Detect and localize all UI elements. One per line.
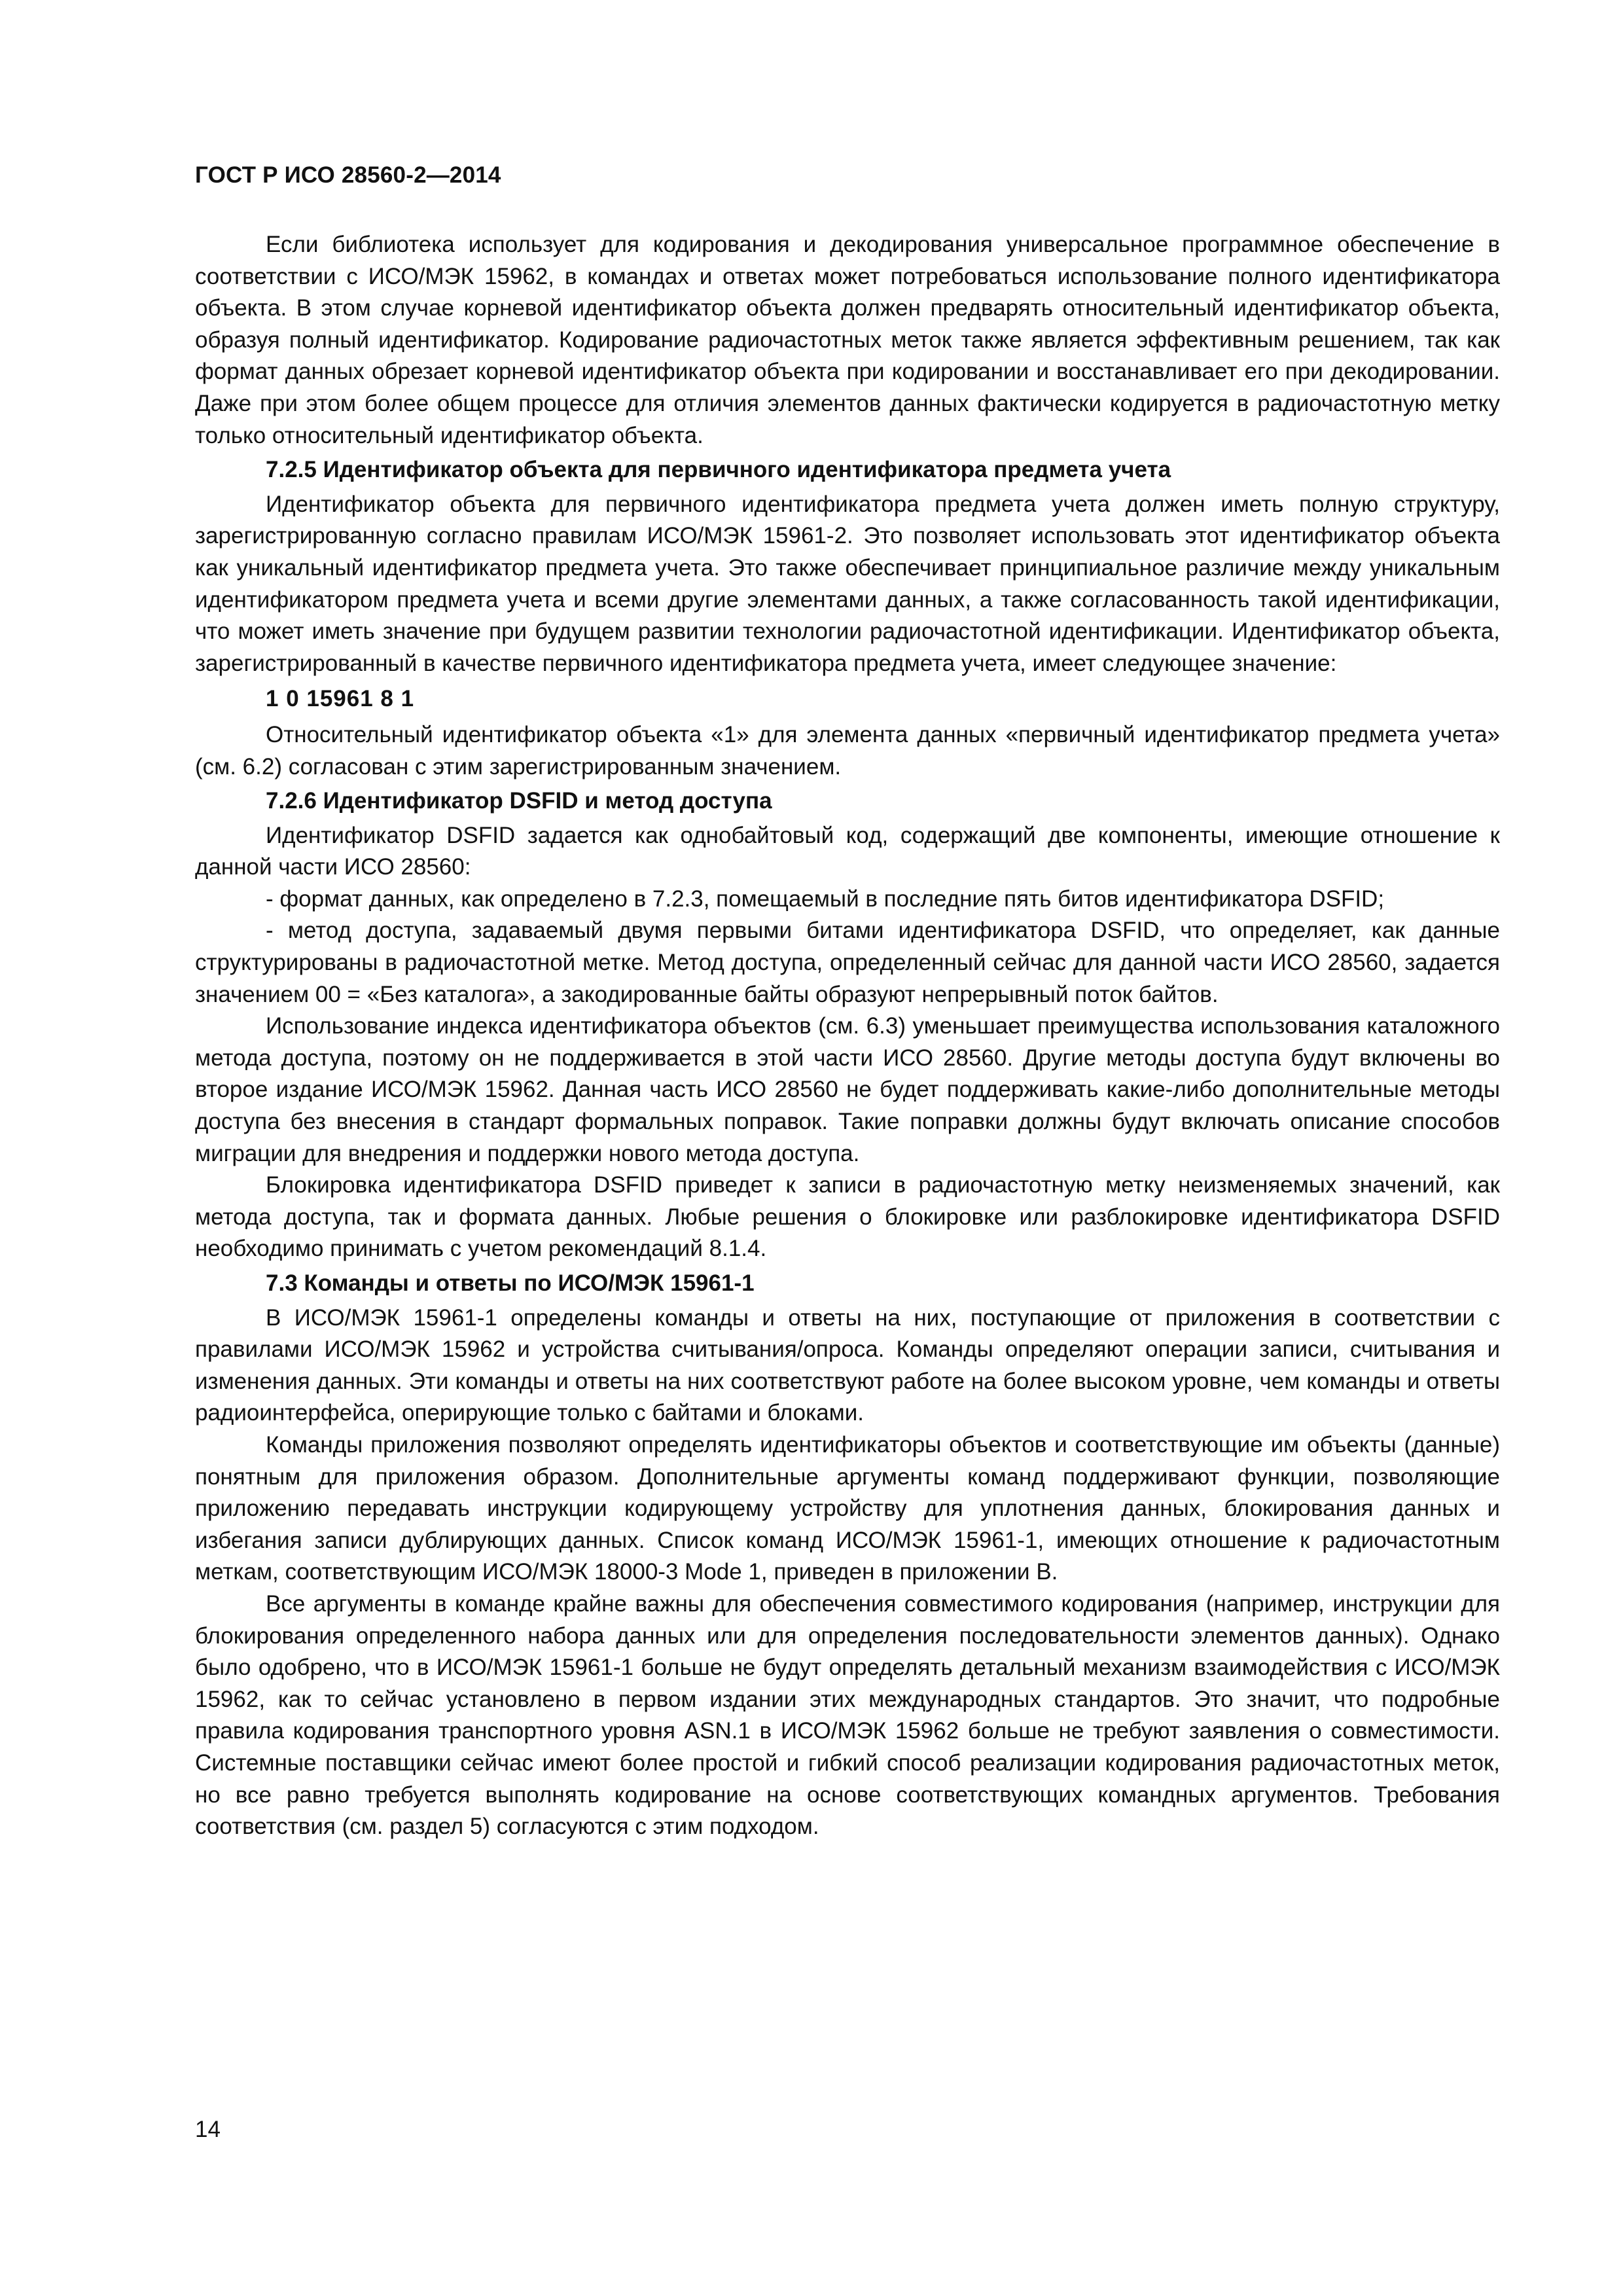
section-heading-7-3: 7.3 Команды и ответы по ИСО/МЭК 15961-1 bbox=[266, 1270, 755, 1296]
section-heading-7-2-6: 7.2.6 Идентификатор DSFID и метод доступа bbox=[266, 788, 772, 814]
list-item-access-method: - метод доступа, задаваемый двумя первыми битами идентификатора DSFID, что определяет, как данные структурированы в радиочастотной метке. Метод доступа, определенный сейчас для данной части ИСО 28560, задается значением 00 = «Без каталога», а закодированные байты образуют непрерывный поток байтов. bbox=[195, 918, 1500, 1007]
standard-designation-header: ГОСТ Р ИСО 28560-2—2014 bbox=[195, 162, 501, 188]
paragraph-primary-item-oid: Идентификатор объекта для первичного идентификатора предмета учета должен иметь полную структуру, зарегистрированную согласно правилам ИСО/МЭК 15961-2. Это позволяет использовать этот идентификатор объекта как уникальный идентификатор предмета учета. Это также обеспечивает принципиальное различие между уникальным идентификатором предмета учета и всеми другие элементами данных, а также согласованность такой идентификации, что может иметь значение при будущем развитии технологии радиочастотной идентификации. Идентификатор объекта, зарегистрированный в качестве первичного идентификатора предмета учета, имеет следующее значение: bbox=[195, 491, 1500, 676]
paragraph-dsfid-definition: Идентификатор DSFID задается как однобайтовый код, содержащий две компоненты, имеющие отношение к данной части ИСО 28560: bbox=[195, 822, 1500, 880]
paragraph-oid-index: Использование индекса идентификатора объектов (см. 6.3) уменьшает преимущества использования каталожного метода доступа, поэтому он не поддерживается в этой части ИСО 28560. Другие методы доступа будут включены во второе издание ИСО/МЭК 15962. Данная часть ИСО 28560 не будет поддерживать какие-либо дополнительные методы доступа без внесения в стандарт формальных поправок. Такие поправки должны будут включать описание способов миграции для внедрения и поддержки нового метода доступа. bbox=[195, 1013, 1500, 1166]
page-content bbox=[195, 229, 1500, 1843]
paragraph-commands-responses: В ИСО/МЭК 15961-1 определены команды и ответы на них, поступающие от приложения в соответствии с правилами ИСО/МЭК 15962 и устройства считывания/опроса. Команды определяют операции записи, считывания и изменения данных. Эти команды и ответы на них соответствуют работе на более высоком уровне, чем команды и ответы радиоинтерфейса, оперирующие только с байтами и блоками. bbox=[195, 1304, 1500, 1426]
page-number: 14 bbox=[195, 2117, 221, 2142]
list-item-data-format: - формат данных, как определено в 7.2.3, помещаемый в последние пять битов идентификатора DSFID; bbox=[266, 886, 1385, 912]
registered-oid-value: 1 0 15961 8 1 bbox=[266, 686, 415, 712]
paragraph-dsfid-locking: Блокировка идентификатора DSFID приведет к записи в радиочастотную метку неизменяемых значений, как метода доступа, так и формата данных. Любые решения о блокировке или разблокировке идентификатора DSFID необходимо принимать с учетом рекомендаций 8.1.4. bbox=[195, 1172, 1500, 1262]
paragraph-application-commands: Команды приложения позволяют определять идентификаторы объектов и соответствующие им объекты (данные) понятным для приложения образом. Дополнительные аргументы команд поддерживают функции, позволяющие приложению передавать инструкции кодирующему устройству для уплотнения данных, блокирования данных и избегания записи дублирующих данных. Список команд ИСО/МЭК 15961-1, имеющих отношение к радиочастотным меткам, соответствующим ИСО/МЭК 18000-3 Mode 1, приведен в приложении В. bbox=[195, 1431, 1500, 1585]
paragraph-command-arguments: Все аргументы в команде крайне важны для обеспечения совместимого кодирования (например, инструкции для блокирования определенного набора данных или для определения последовательности элементов данных). Однако было одобрено, что в ИСО/МЭК 15961-1 больше не будут определять детальный механизм взаимодействия с ИСО/МЭК 15962, как то сейчас установлено в первом издании этих международных стандартов. Это значит, что подробные правила кодирования транспортного уровня ASN.1 в ИСО/МЭК 15962 больше не требуют заявления о совместимости. Системные поставщики сейчас имеют более простой и гибкий способ реализации кодирования радиочастотных меток, но все равно требуется выполнять кодирование на основе соответствующих командных аргументов. Требования соответствия (см. раздел 5) согласуются с этим подходом. bbox=[195, 1590, 1500, 1840]
paragraph-oid-encoding: Если библиотека использует для кодирования и декодирования универсальное программное обеспечение в соответствии с ИСО/МЭК 15962, в командах и ответах может потребоваться использование полного идентификатора объекта. В этом случае корневой идентификатор объекта должен предварять относительный идентификатор объекта, образуя полный идентификатор. Кодирование радиочастотных меток также является эффективным решением, так как формат данных обрезает корневой идентификатор объекта при кодировании и восстанавливает его при декодировании. Даже при этом более общем процессе для отличия элементов данных фактически кодируется в радиочастотную метку только относительный идентификатор объекта. bbox=[195, 232, 1500, 448]
paragraph-relative-oid: Относительный идентификатор объекта «1» для элемента данных «первичный идентификатор предмета учета» (см. 6.2) согласован с этим зарегистрированным значением. bbox=[195, 721, 1500, 780]
section-heading-7-2-5: 7.2.5 Идентификатор объекта для первичного идентификатора предмета учета bbox=[266, 457, 1171, 483]
